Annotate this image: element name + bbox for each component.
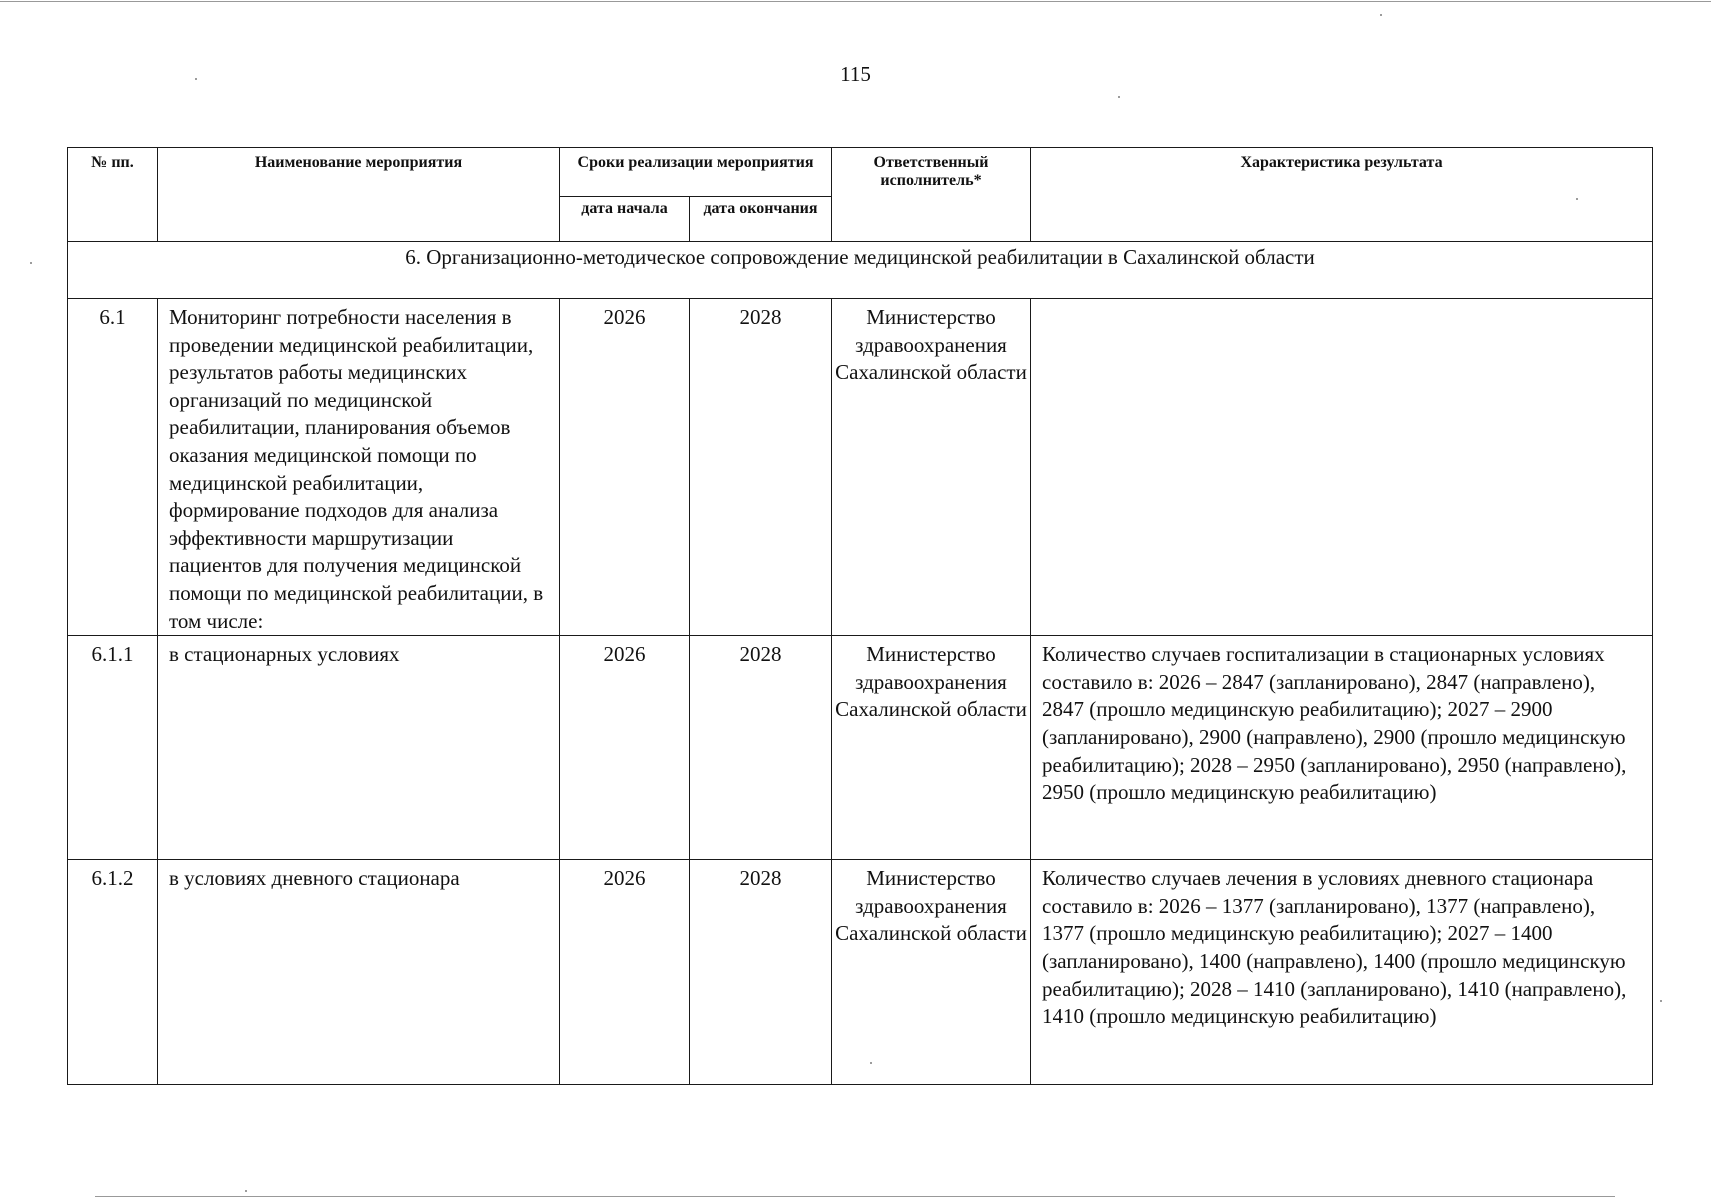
section-title: 6. Организационно-методическое сопровождение медицинской реабилитации в Сахалинской области <box>68 242 1653 299</box>
row-result: Количество случаев госпитализации в стационарных условиях составило в: 2026 – 2847 (запланировано), 2847 (направлено), 2847 (прошло медицинскую реабилитацию); 2027 – 2900 (запланировано), 2900 (направлено), 2900 (прошло медицинскую реабилитацию); 2028 – 2950 (запланировано), 2950 (направлено), 2950 (прошло медицинскую реабилитацию) <box>1031 636 1653 860</box>
row-executor: Министерство здравоохранения Сахалинской области <box>832 299 1031 636</box>
scan-speck <box>30 262 32 264</box>
row-executor: Министерство здравоохранения Сахалинской области <box>832 860 1031 1085</box>
header-activity-name: Наименование мероприятия <box>158 148 560 242</box>
measures-table <box>67 147 1653 1085</box>
header-result-characteristic: Характеристика результата <box>1031 148 1653 242</box>
row-start-year: 2026 <box>560 860 690 1085</box>
table-row <box>68 636 1653 860</box>
row-end-year: 2028 <box>690 299 832 636</box>
section-row <box>68 242 1653 299</box>
row-result: Количество случаев лечения в условиях дневного стационара составило в: 2026 – 1377 (запланировано), 1377 (направлено), 1377 (прошло медицинскую реабилитацию); 2027 – 1400 (запланировано), 1400 (направлено), 1400 (прошло медицинскую реабилитацию); 2028 – 1410 (запланировано), 1410 (направлено), 1410 (прошло медицинскую реабилитацию) <box>1031 860 1653 1085</box>
scan-speck <box>245 1190 247 1192</box>
scan-edge-top <box>0 1 1711 2</box>
row-number: 6.1.1 <box>68 636 158 860</box>
row-result <box>1031 299 1653 636</box>
header-start-date: дата начала <box>560 197 690 242</box>
row-executor: Министерство здравоохранения Сахалинской области <box>832 636 1031 860</box>
scan-edge-bottom <box>95 1196 1615 1197</box>
row-end-year: 2028 <box>690 860 832 1085</box>
page-number: 115 <box>840 62 871 86</box>
row-activity-name: в условиях дневного стационара <box>158 860 560 1085</box>
table-row <box>68 299 1653 636</box>
row-start-year: 2026 <box>560 299 690 636</box>
row-end-year: 2028 <box>690 636 832 860</box>
row-number: 6.1.2 <box>68 860 158 1085</box>
header-implementation-period: Сроки реализации мероприятия <box>560 148 832 197</box>
scan-speck <box>1380 14 1382 16</box>
header-number: № пп. <box>68 148 158 242</box>
row-number: 6.1 <box>68 299 158 636</box>
row-start-year: 2026 <box>560 636 690 860</box>
header-end-date: дата окончания <box>690 197 832 242</box>
header-responsible-executor: Ответственный исполнитель* <box>832 148 1031 242</box>
scan-speck <box>1660 1000 1662 1002</box>
row-activity-name: в стационарных условиях <box>158 636 560 860</box>
table-row <box>68 860 1653 1085</box>
row-activity-name: Мониторинг потребности населения в проведении медицинской реабилитации, результатов работы медицинских организаций по медицинской реабилитации, планирования объемов оказания медицинской помощи по медицинской реабилитации, формирование подходов для анализа эффективности маршрутизации пациентов для получения медицинской помощи по медицинской реабилитации, в том числе: <box>158 299 560 636</box>
scan-speck <box>1118 96 1120 98</box>
